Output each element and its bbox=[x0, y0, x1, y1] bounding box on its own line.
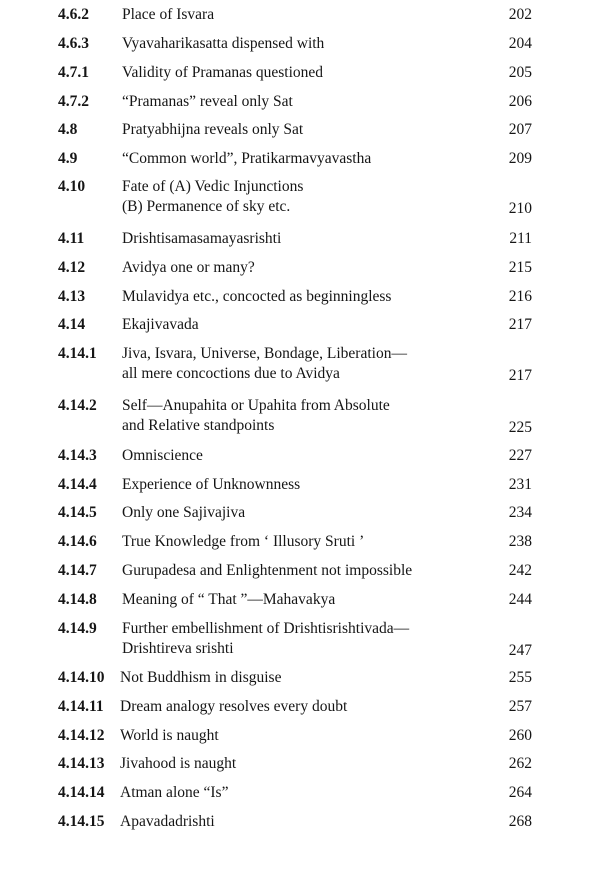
section-title-line: Validity of Pramanas questioned bbox=[122, 64, 324, 81]
page-number: 268 bbox=[508, 813, 532, 830]
section-number: 4.10 bbox=[58, 178, 86, 195]
section-number: 4.7.1 bbox=[58, 64, 89, 81]
section-title bbox=[122, 532, 364, 552]
section-number: 4.12 bbox=[58, 259, 86, 276]
section-title bbox=[122, 619, 409, 659]
section-number: 4.14.8 bbox=[58, 591, 97, 608]
section-title bbox=[122, 63, 323, 83]
section-title bbox=[122, 590, 335, 610]
section-number: 4.14.10 bbox=[58, 669, 105, 686]
page-number: 238 bbox=[508, 533, 532, 550]
page-number: 211 bbox=[509, 230, 532, 247]
section-title-line: Vyavaharikasatta dispensed with bbox=[122, 35, 325, 52]
section-title-line: Experience of Unknownness bbox=[122, 476, 301, 493]
section-title bbox=[122, 34, 324, 54]
section-number: 4.13 bbox=[58, 288, 86, 305]
section-title-line: and Relative standpoints bbox=[122, 417, 275, 434]
section-number: 4.6.3 bbox=[58, 35, 89, 52]
section-title bbox=[122, 396, 390, 436]
section-title-line: Apavadadrishti bbox=[120, 813, 215, 830]
section-number: 4.6.2 bbox=[58, 6, 89, 23]
page-number: 210 bbox=[508, 200, 532, 217]
page-number: 204 bbox=[508, 35, 532, 52]
page-number: 242 bbox=[508, 562, 532, 579]
section-number: 4.8 bbox=[58, 121, 78, 138]
section-title bbox=[122, 561, 412, 581]
section-number: 4.14.9 bbox=[58, 620, 97, 637]
section-title-line: (B) Permanence of sky etc. bbox=[122, 198, 291, 215]
section-title bbox=[122, 475, 300, 495]
page-number: 247 bbox=[508, 642, 532, 659]
section-number: 4.14.5 bbox=[58, 504, 97, 521]
page-number: 227 bbox=[508, 447, 532, 464]
section-title-line: Omniscience bbox=[122, 447, 203, 464]
page-number: 215 bbox=[508, 259, 532, 276]
section-number: 4.14.11 bbox=[58, 698, 104, 715]
page-number: 216 bbox=[508, 288, 532, 305]
page-number: 260 bbox=[508, 727, 532, 744]
section-title bbox=[120, 726, 219, 746]
section-title-line: Gurupadesa and Enlightenment not impossible bbox=[122, 562, 413, 579]
section-title-line: Fate of (A) Vedic Injunctions bbox=[122, 178, 304, 195]
section-number: 4.11 bbox=[58, 230, 85, 247]
page-number: 217 bbox=[508, 367, 532, 384]
page-number: 209 bbox=[508, 150, 532, 167]
section-title bbox=[122, 92, 293, 112]
section-title-line: Further embellishment of Drishtisrishtivada— bbox=[122, 620, 410, 637]
section-title-line: World is naught bbox=[120, 727, 219, 744]
section-title-line: Atman alone “Is” bbox=[120, 784, 229, 801]
section-title bbox=[122, 120, 303, 140]
section-title bbox=[120, 668, 281, 688]
section-title bbox=[120, 783, 228, 803]
section-title-line: Drishtireva srishti bbox=[122, 640, 234, 657]
toc-entry bbox=[0, 812, 600, 862]
section-title-line: Avidya one or many? bbox=[122, 259, 255, 276]
section-title-line: “Pramanas” reveal only Sat bbox=[122, 93, 293, 110]
section-title bbox=[122, 344, 407, 384]
section-title-line: True Knowledge from ‘ Illusory Sruti ’ bbox=[122, 533, 365, 550]
toc-entry bbox=[0, 344, 600, 394]
section-title-line: Place of Isvara bbox=[122, 6, 215, 23]
section-number: 4.14.2 bbox=[58, 397, 97, 414]
page-number: 205 bbox=[508, 64, 532, 81]
section-number: 4.7.2 bbox=[58, 93, 89, 110]
section-title bbox=[122, 446, 203, 466]
section-title-line: all mere concoctions due to Avidya bbox=[122, 365, 340, 382]
page-number: 231 bbox=[508, 476, 532, 493]
section-title bbox=[120, 812, 215, 832]
page-number: 244 bbox=[508, 591, 532, 608]
page-number: 202 bbox=[508, 6, 532, 23]
section-number: 4.14.14 bbox=[58, 784, 105, 801]
page-number: 217 bbox=[508, 316, 532, 333]
section-title-line: Not Buddhism in disguise bbox=[120, 669, 282, 686]
section-number: 4.14 bbox=[58, 316, 86, 333]
section-number: 4.14.12 bbox=[58, 727, 105, 744]
section-title bbox=[122, 287, 391, 307]
section-title-line: “Common world”, Pratikarmavyavastha bbox=[122, 150, 372, 167]
section-number: 4.14.15 bbox=[58, 813, 105, 830]
section-title-line: Mulavidya etc., concocted as beginningless bbox=[122, 288, 392, 305]
section-title-line: Ekajivavada bbox=[122, 316, 199, 333]
section-title bbox=[122, 5, 214, 25]
section-title-line: Meaning of “ That ”—Mahavakya bbox=[122, 591, 336, 608]
section-number: 4.14.3 bbox=[58, 447, 97, 464]
page-number: 262 bbox=[508, 755, 532, 772]
page-number: 207 bbox=[508, 121, 532, 138]
section-number: 4.14.7 bbox=[58, 562, 97, 579]
section-number: 4.14.13 bbox=[58, 755, 105, 772]
toc-entry bbox=[0, 396, 600, 446]
page-number: 234 bbox=[508, 504, 532, 521]
section-number: 4.9 bbox=[58, 150, 78, 167]
section-title bbox=[122, 258, 255, 278]
page-number: 206 bbox=[508, 93, 532, 110]
section-number: 4.14.6 bbox=[58, 533, 97, 550]
page-number: 255 bbox=[508, 669, 532, 686]
section-title bbox=[120, 754, 236, 774]
section-title-line: Drishtisamasamayasrishti bbox=[122, 230, 282, 247]
section-title bbox=[122, 177, 303, 217]
section-title-line: Jiva, Isvara, Universe, Bondage, Liberation— bbox=[122, 345, 407, 362]
section-title bbox=[120, 697, 347, 717]
section-title-line: Dream analogy resolves every doubt bbox=[120, 698, 348, 715]
section-title-line: Self—Anupahita or Upahita from Absolute bbox=[122, 397, 390, 414]
section-title bbox=[122, 149, 371, 169]
section-title bbox=[122, 503, 245, 523]
page-number: 225 bbox=[508, 419, 532, 436]
section-title-line: Only one Sajivajiva bbox=[122, 504, 246, 521]
section-number: 4.14.1 bbox=[58, 345, 97, 362]
page-number: 257 bbox=[508, 698, 532, 715]
section-title-line: Pratyabhijna reveals only Sat bbox=[122, 121, 304, 138]
toc-entry bbox=[0, 177, 600, 227]
section-title bbox=[122, 229, 281, 249]
page-number: 264 bbox=[508, 784, 532, 801]
section-title bbox=[122, 315, 199, 335]
toc-entry bbox=[0, 619, 600, 669]
section-title-line: Jivahood is naught bbox=[120, 755, 237, 772]
section-number: 4.14.4 bbox=[58, 476, 97, 493]
